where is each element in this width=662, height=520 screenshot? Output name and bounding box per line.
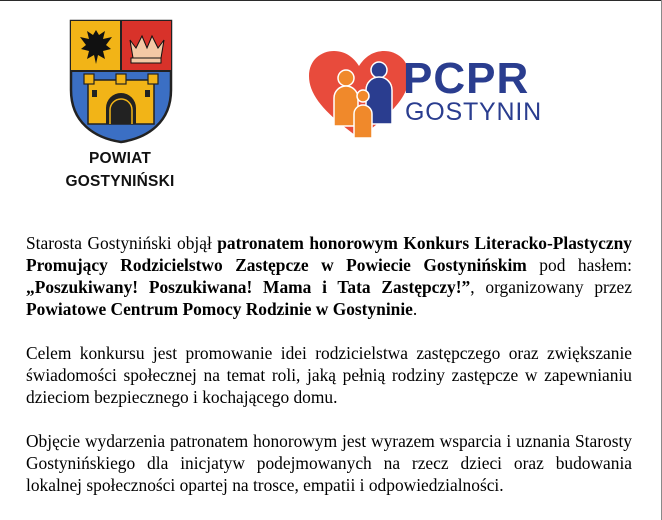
pcpr-logo-title: PCPR [403,54,530,103]
paragraph1-text-2: pod hasłem: [526,255,632,275]
paragraph1-bold-competition: patronatem honorowym Konkurs Literacko-Plastyczny Promujący Rodzicielstwo Zastępcze w Powiecie Gostynińskim [26,233,632,275]
paragraph-patronage [26,232,632,320]
paragraph1-bold-organizer: Powiatowe Centrum Pomocy Rodzinie w Gostyninie [26,299,413,319]
top-border-line [0,0,662,1]
powiat-logo-text [40,147,200,193]
powiat-logo-line2: GOSTYNIŃSKI [65,173,175,190]
paragraph-support: Objęcie wydarzenia patronatem honorowym jest wyrazem wsparcia i uznania Starosty Gostynińskiego dla inicjatyw podejmowanych na rzecz dzieci oraz budowania lokalnej społeczności opartej na trosce, empatii i odpowiedzialności. [26,431,632,495]
powiat-logo-line1: POWIAT [88,150,152,167]
pcpr-logo-subtitle: GOSTYNIN [405,98,542,126]
paragraph-goal: Celem konkursu jest promowanie idei rodzicielstwa zastępczego oraz zwiększanie świadomości społecznej na temat roli, jaką pełnią rodziny zastępcze w zapewnianiu dzieciom bezpiecznego i kochającego domu. [26,343,632,407]
announcement-body [26,232,632,518]
paragraph1-text-3: , organizowany przez [470,277,632,297]
coat-of-arms-icon [68,18,174,144]
paragraph1-text-1: Starosta Gostyniński objął [26,233,218,253]
paragraph1-text-4: . [412,299,418,319]
family-heart-icon [306,48,412,142]
paragraph1-bold-slogan: „Poszukiwany! Poszukiwana! Mama i Tata Zastępczy!” [26,277,471,297]
